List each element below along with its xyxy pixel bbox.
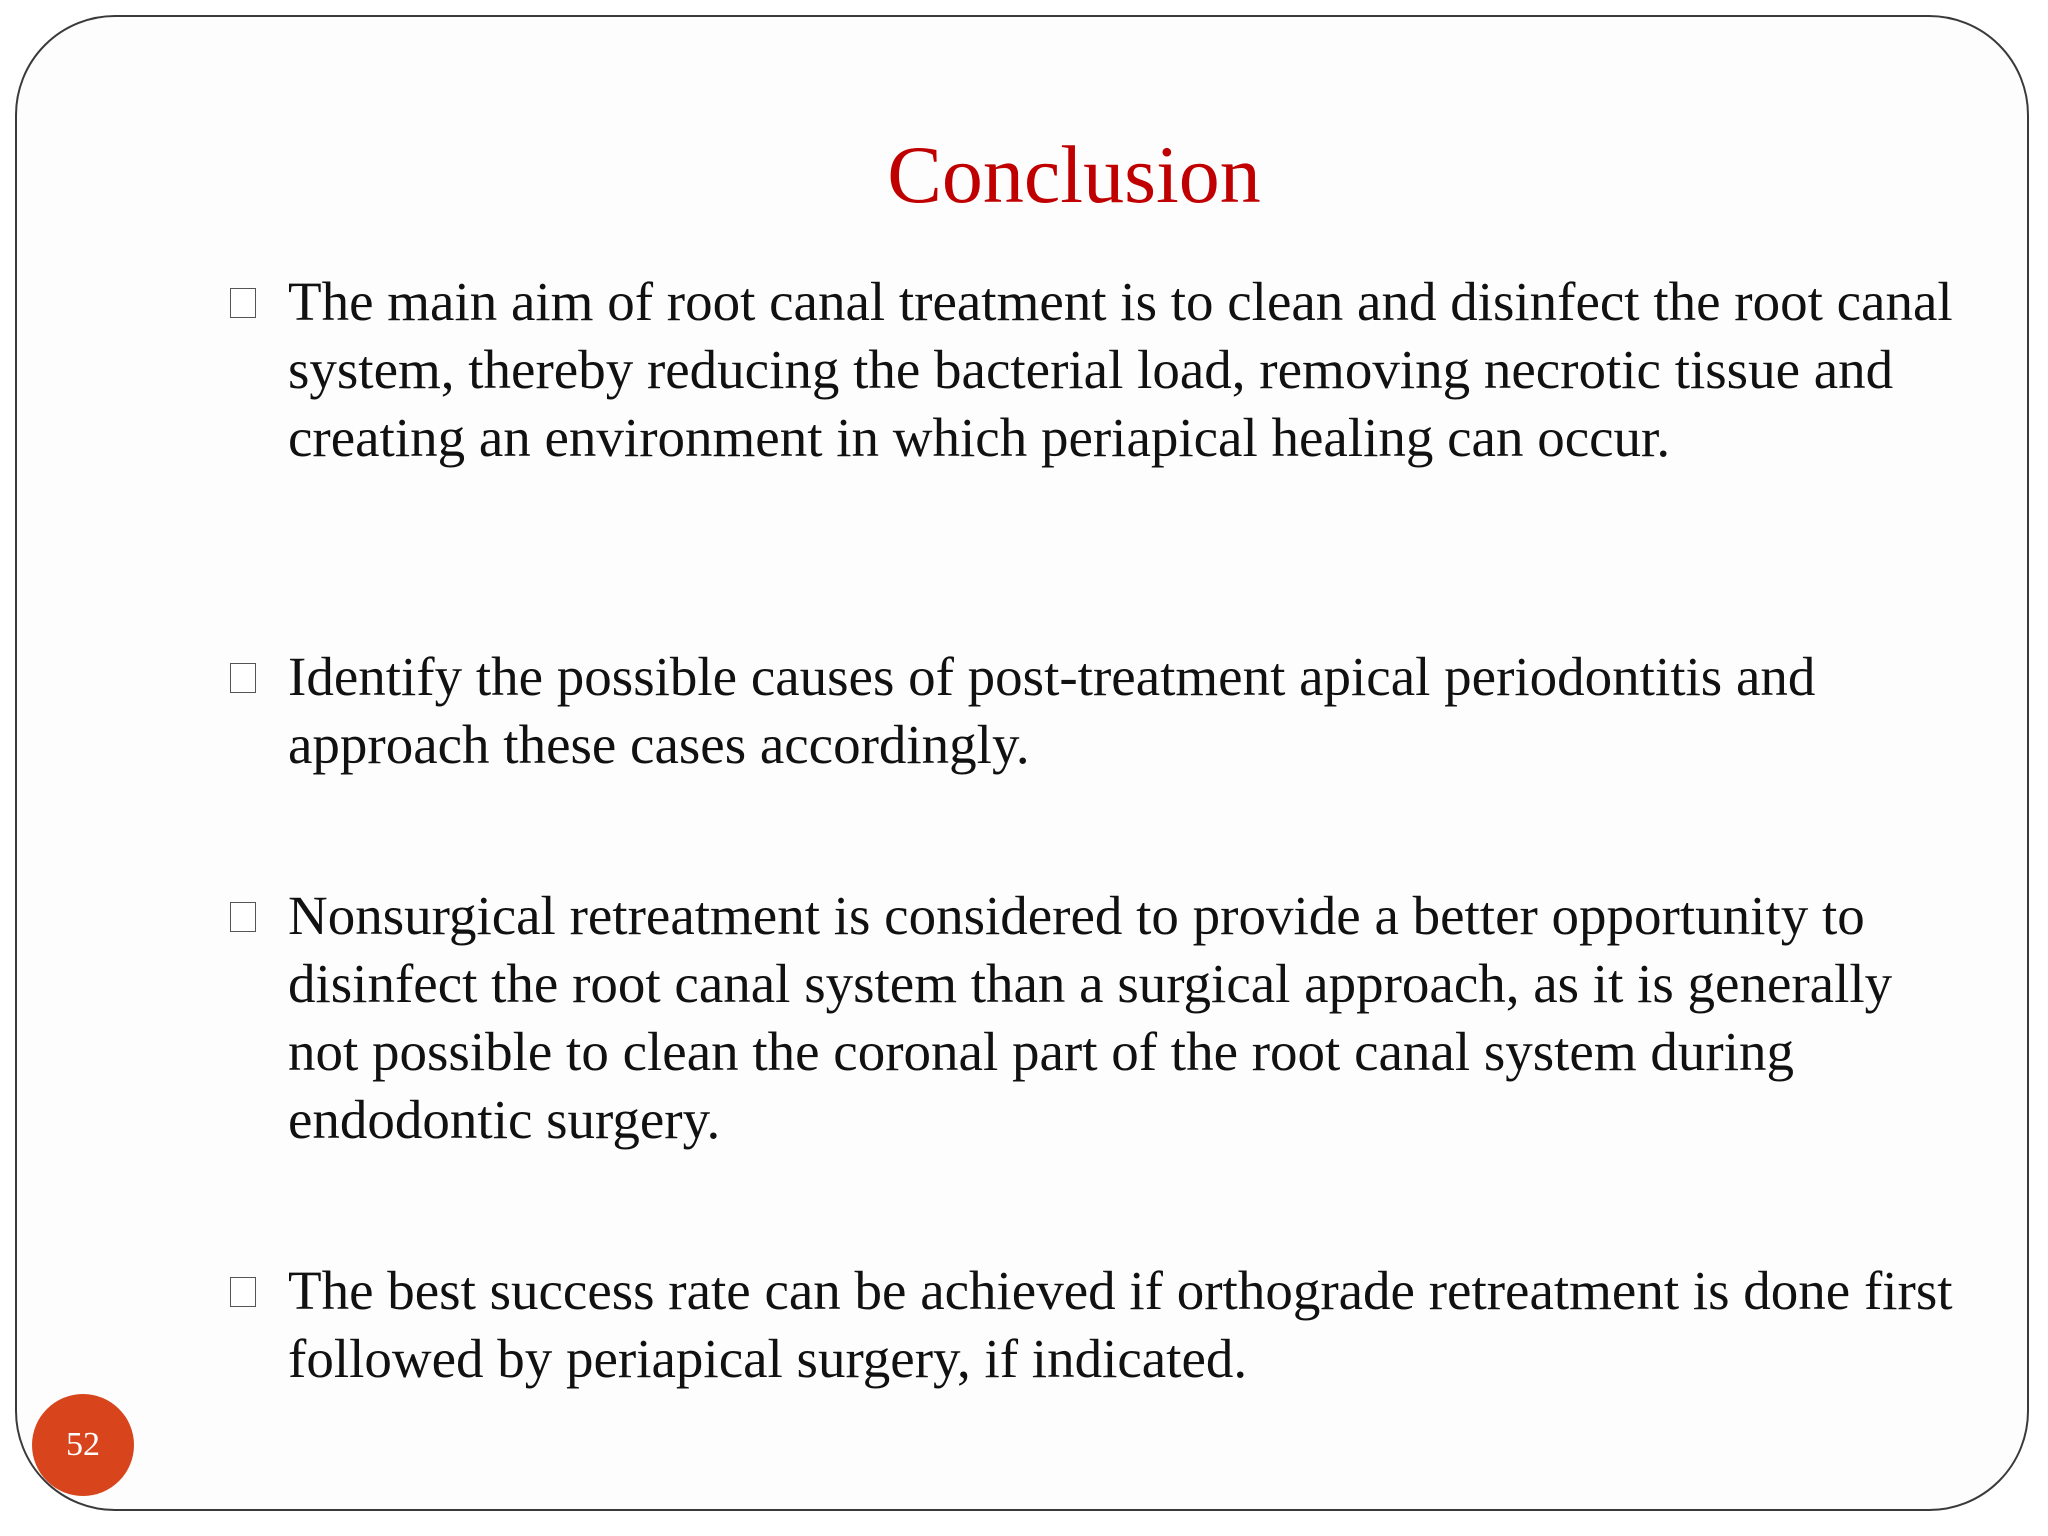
page-number-badge: 52 [32, 1394, 134, 1496]
square-bullet-icon [230, 663, 256, 693]
bullet-text: Nonsurgical retreatment is considered to provide a better opportunity to disinfect the root canal system than a surgical approach, as it is generally not possible to clean the coronal part of the root canal system during endodontic surgery. [288, 885, 1893, 1150]
bullet-text: The best success rate can be achieved if orthograde retreatment is done first followed by periapical surgery, if indicated. [288, 1260, 1953, 1389]
square-bullet-icon [230, 1277, 256, 1307]
bullet-text: The main aim of root canal treatment is to clean and disinfect the root canal system, thereby reducing the bacterial load, removing necrotic tissue and creating an environment in which periapical healing can occur. [288, 271, 1953, 468]
slide-title: Conclusion [887, 129, 1261, 220]
square-bullet-icon [230, 902, 256, 932]
bullet-text: Identify the possible causes of post-treatment apical periodontitis and approach these cases accordingly. [288, 646, 1816, 775]
square-bullet-icon [230, 288, 256, 318]
